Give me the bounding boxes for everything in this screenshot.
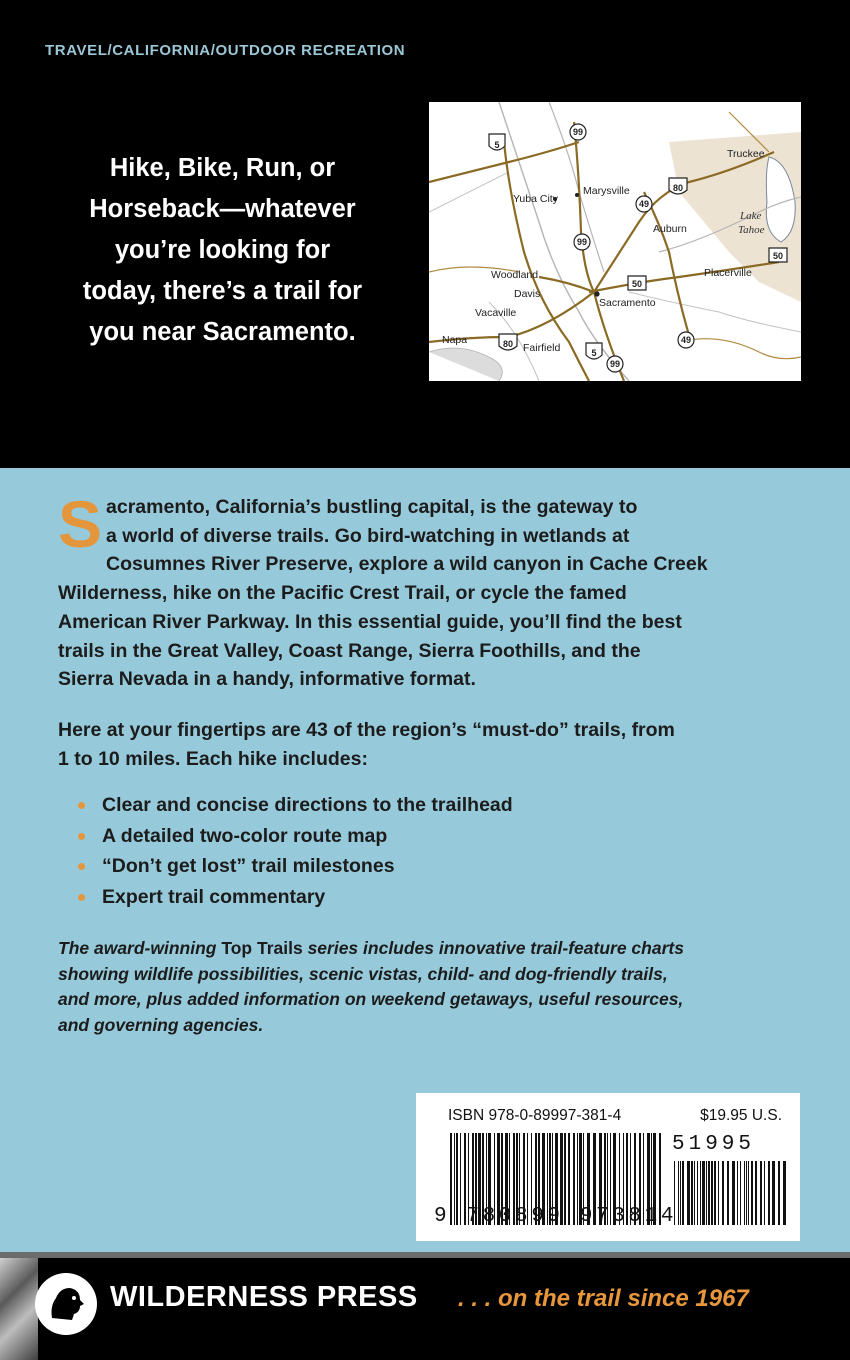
price-addon-digits: 51995 [672, 1133, 756, 1156]
includes-line: Here at your fingertips are 43 of the region’s “must-do” trails, from [58, 719, 675, 741]
series-line: showing wildlife possibilities, scenic vistas, child- and dog-friendly trails, [58, 963, 668, 984]
publisher-logo-icon [34, 1272, 98, 1336]
series-line: The award-winning Top Trails series includes innovative trail-feature charts [58, 938, 684, 958]
shield-sr49-north [636, 196, 652, 212]
svg-text:5: 5 [591, 348, 597, 358]
shield-i80-east [669, 178, 687, 194]
map-label-lake: Lake [740, 210, 762, 222]
intro-line: trails in the Great Valley, Coast Range, Sierra Foothills, and the [58, 639, 641, 662]
feature-item: “Don’t get lost” trail milestones [78, 851, 513, 882]
includes-line: 1 to 10 miles. Each hike includes: [58, 747, 368, 770]
isbn-label: ISBN 978-0-89997-381-4 [448, 1107, 622, 1124]
intro-line: Sierra Nevada in a handy, informative format. [58, 668, 476, 691]
barcode-box [416, 1093, 800, 1241]
map-label-placerville: Placerville [704, 267, 752, 279]
tagline-line: Horseback—whatever [89, 195, 356, 223]
map-label-napa: Napa [442, 334, 468, 346]
svg-text:80: 80 [672, 183, 684, 193]
shield-i5-south [586, 343, 602, 359]
shield-sr49-south [678, 332, 694, 348]
includes-paragraph [58, 716, 800, 773]
bullet-dot-icon [78, 802, 85, 809]
bullet-dot-icon [78, 833, 85, 840]
map-label-davis: Davis [514, 288, 541, 300]
category-label: TRAVEL/CALIFORNIA/OUTDOOR RECREATION [45, 42, 406, 59]
svg-text:50: 50 [772, 251, 784, 261]
map-label-fairfield: Fairfield [523, 342, 561, 354]
svg-text:99: 99 [609, 359, 621, 369]
region-map [429, 102, 801, 381]
map-label-vacaville: Vacaville [475, 307, 517, 319]
svg-text:49: 49 [638, 199, 650, 209]
bullet-dot-icon [78, 863, 85, 870]
series-line: and governing agencies. [58, 1014, 264, 1035]
map-label-sacramento: Sacramento [599, 297, 656, 309]
tagline-line: you near Sacramento. [89, 318, 356, 346]
intro-line: acramento, California’s bustling capital, is the gateway to [106, 496, 638, 518]
rock-texture [0, 1258, 38, 1360]
tagline-line: you’re looking for [114, 236, 331, 264]
bullet-dot-icon [78, 894, 85, 901]
intro-line: Cosumnes River Preserve, explore a wild canyon in Cache Creek [106, 553, 708, 576]
svg-text:5: 5 [494, 140, 500, 150]
intro-line: American River Parkway. In this essential guide, you’ll find the best [58, 610, 682, 633]
intro-paragraph [58, 487, 800, 694]
shield-i80-west [499, 334, 517, 350]
shield-sr99-south [607, 356, 623, 372]
feature-item: Clear and concise directions to the trailhead [78, 790, 513, 821]
feature-list [78, 790, 513, 912]
map-label-truckee: Truckee [727, 148, 765, 160]
svg-text:99: 99 [576, 237, 588, 247]
price-label: $19.95 U.S. [700, 1107, 782, 1124]
publisher-slogan: . . . on the trail since 1967 [458, 1285, 749, 1312]
shield-us50-mid [628, 276, 646, 290]
map-label-tahoe: Tahoe [738, 224, 765, 236]
shield-us50-east [769, 248, 787, 262]
svg-text:49: 49 [680, 335, 692, 345]
svg-text:99: 99 [572, 127, 584, 137]
feature-item: Expert trail commentary [78, 882, 513, 913]
map-label-woodland: Woodland [491, 269, 539, 281]
publisher-name: WILDERNESS PRESS [110, 1281, 418, 1313]
svg-text:50: 50 [631, 279, 643, 289]
intro-line: Wilderness, hike on the Pacific Crest Trail, or cycle the famed [58, 582, 627, 605]
shield-sr99-north [570, 124, 586, 140]
intro-line: a world of diverse trails. Go bird-watching in wetlands at [106, 524, 630, 547]
shield-sr99-mid [574, 234, 590, 250]
drop-cap: S [58, 487, 103, 561]
series-paragraph [58, 936, 818, 1038]
shield-i5-north [489, 134, 505, 150]
tagline [30, 148, 415, 353]
map-label-auburn: Auburn [653, 223, 687, 235]
series-line: and more, plus added information on weekend getaways, useful resources, [58, 989, 684, 1009]
map-label-marysville: Marysville [583, 185, 630, 197]
map-label-yuba-city: Yuba City [513, 193, 558, 205]
tagline-line: Hike, Bike, Run, or [109, 154, 336, 182]
tagline-line: today, there’s a trail for [82, 277, 363, 305]
barcode-digits: 9 780899 973814 [434, 1205, 678, 1228]
svg-text:80: 80 [502, 339, 514, 349]
feature-item: A detailed two-color route map [78, 821, 513, 852]
